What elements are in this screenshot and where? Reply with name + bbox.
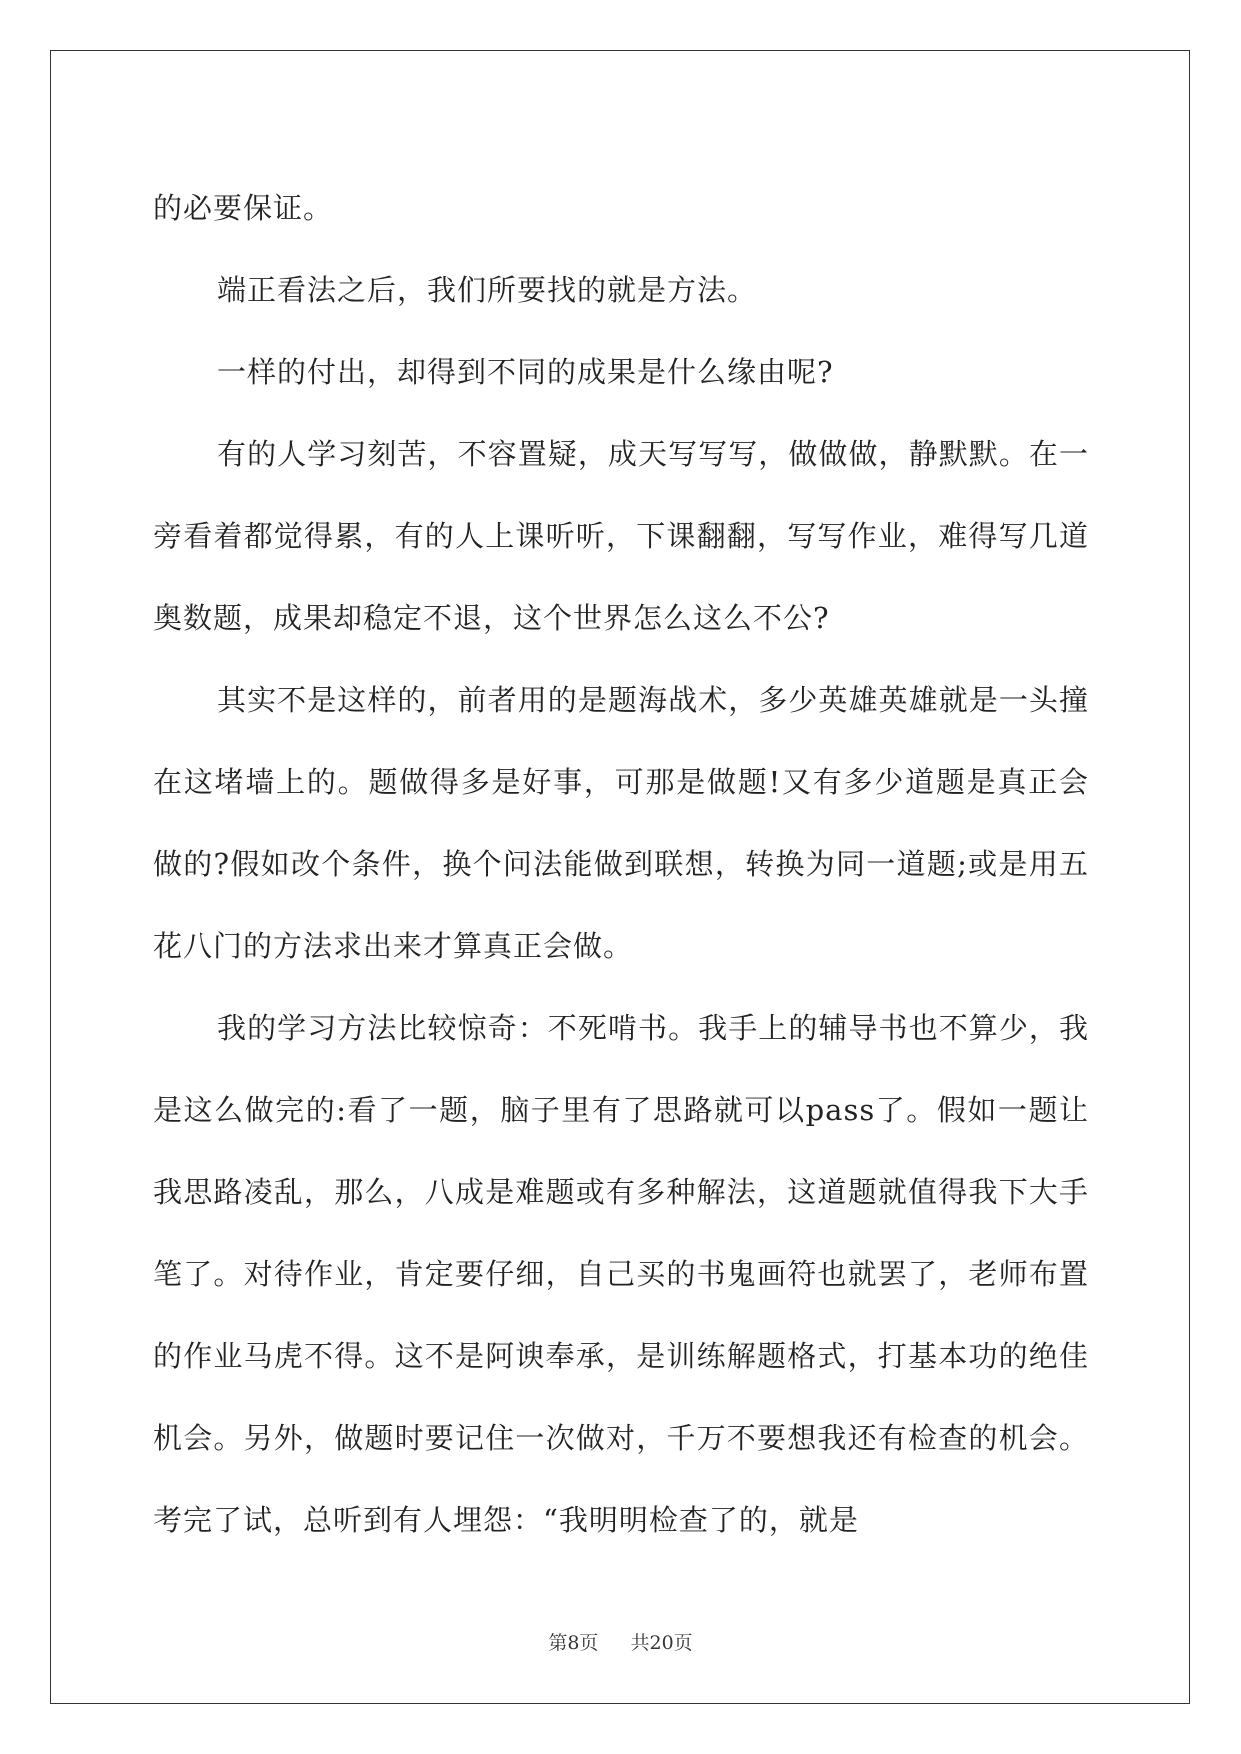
paragraph-2: 端正看法之后，我们所要找的就是方法。 (217, 273, 758, 307)
paragraph-4: 有的人学习刻苦，不容置疑，成天写写写，做做做，静默默。在一旁看着都觉得累，有的人上课听听，下课翻翻，写写作业，难得写几道奥数题，成果却稳定不退，这个世界怎么这么不公? (153, 437, 1089, 635)
page-footer (0, 1628, 1241, 1655)
paragraph-1: 的必要保证。 (153, 191, 334, 225)
page-number: 第8页 (548, 1632, 599, 1654)
page-total: 共20页 (630, 1632, 693, 1654)
paragraph-3: 一样的付出，却得到不同的成果是什么缘由呢? (217, 355, 834, 389)
document-body (153, 167, 1089, 1561)
paragraph-6: 我的学习方法比较惊奇：不死啃书。我手上的辅导书也不算少，我是这么做完的:看了一题，脑子里有了思路就可以pass了。假如一题让我思路凌乱，那么，八成是难题或有多种解法，这道题就值得我下大手笔了。对待作业，肯定要仔细，自己买的书鬼画符也就罢了，老师布置的作业马虎不得。这不是阿谀奉承，是训练解题格式，打基本功的绝佳机会。另外，做题时要记住一次做对，千万不要想我还有检查的机会。考完了试，总听到有人埋怨：“我明明检查了的，就是 (153, 1011, 1089, 1537)
paragraph-5: 其实不是这样的，前者用的是题海战术，多少英雄英雄就是一头撞在这堵墙上的。题做得多是好事，可那是做题!又有多少道题是真正会做的?假如改个条件，换个问法能做到联想，转换为同一道题;或是用五花八门的方法求出来才算真正会做。 (153, 683, 1089, 963)
